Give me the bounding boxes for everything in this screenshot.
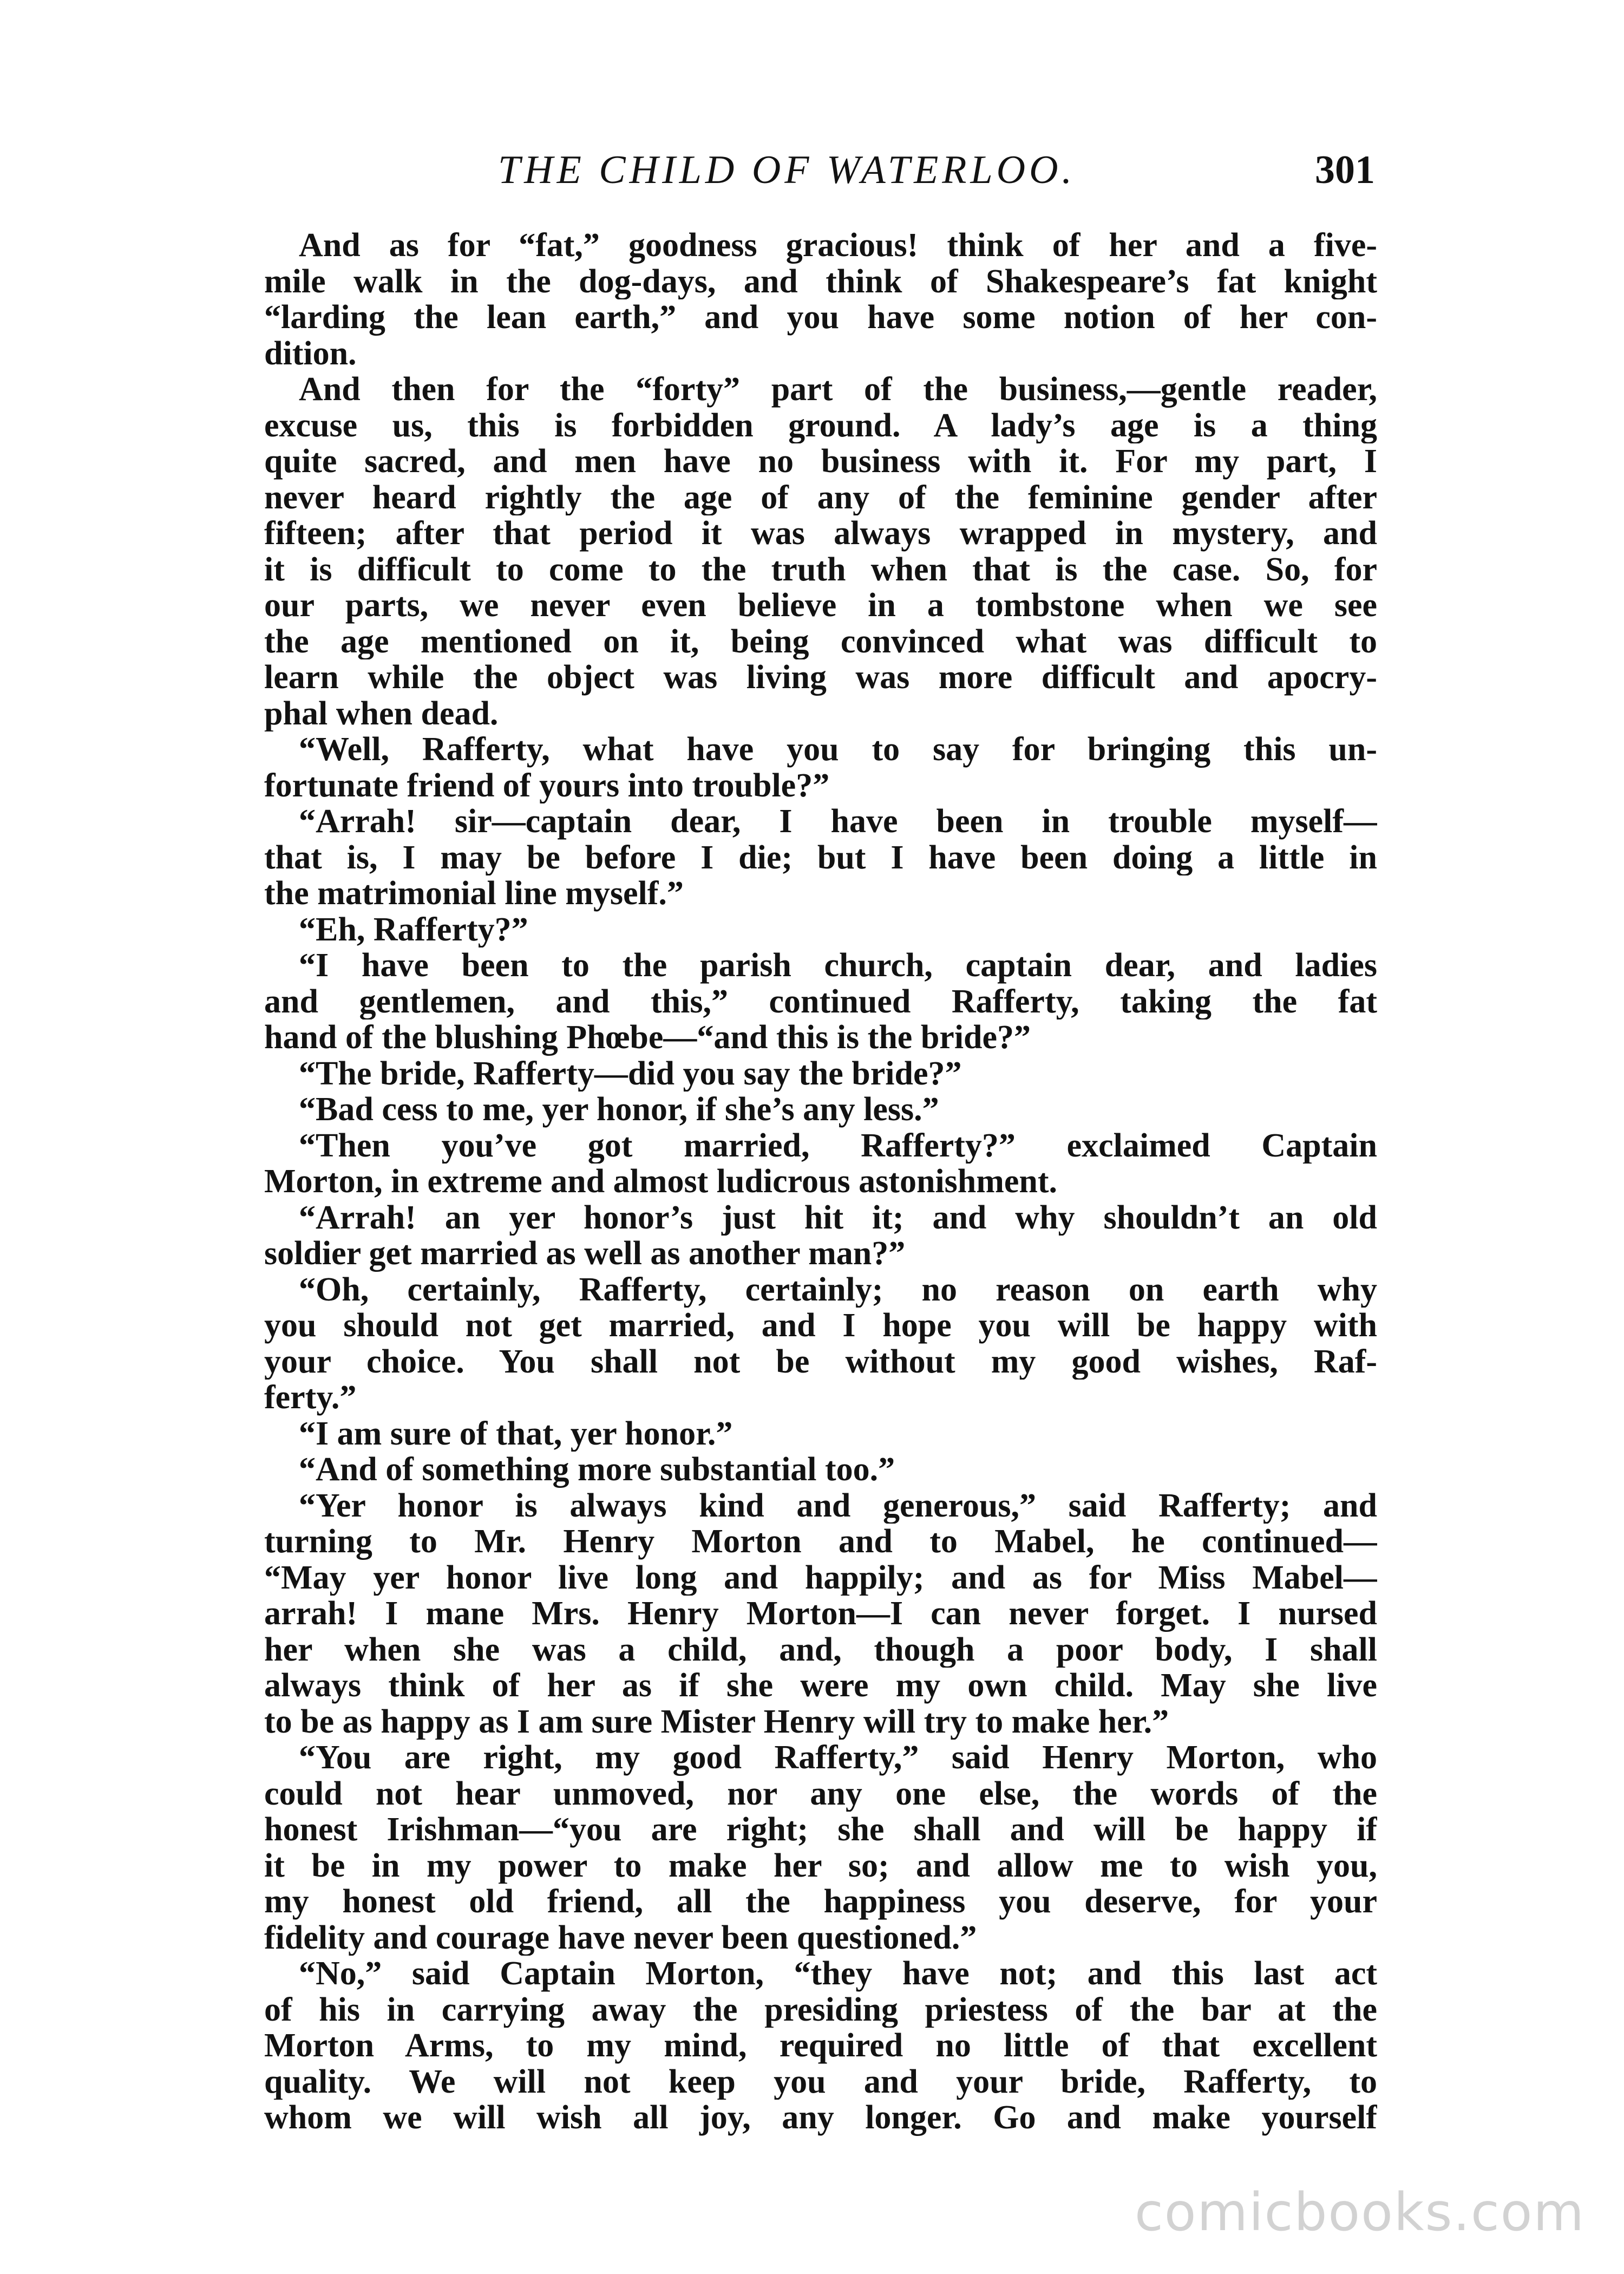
text-line: of his in carrying away the presiding priestess of the bar at the [264,1991,1377,2028]
text-line: hand of the blushing Phœbe—“and this is the bride?” [264,1020,1031,1056]
text-line: soldier get married as well as another man?” [264,1236,906,1272]
text-line: “Arrah! sir—captain dear, I have been in trouble myself— [299,803,1377,840]
text-line: whom we will wish all joy, any longer. Go and make yourself [264,2100,1377,2136]
text-line: quality. We will not keep you and your bride, Rafferty, to [264,2063,1377,2100]
text-line: Morton Arms, to my mind, required no little of that excellent [264,2028,1377,2064]
text-line: never heard rightly the age of any of the feminine gender after [264,479,1377,515]
text-line: could not hear unmoved, nor any one else, the words of the [264,1775,1377,1812]
text-line: you should not get married, and I hope you will be happy with [264,1308,1377,1344]
text-line: “I have been to the parish church, captain dear, and ladies [299,948,1377,984]
running-title: THE CHILD OF WATERLOO. [498,148,1076,192]
text-line: “May yer honor live long and happily; and as for Miss Mabel— [264,1559,1377,1596]
page-number: 301 [1315,148,1375,192]
text-line: “Then you’ve got married, Rafferty?” exclaimed Captain [299,1127,1377,1164]
text-line: the age mentioned on it, being convinced what was difficult to [264,623,1377,659]
text-line: fifteen; after that period it was always wrapped in mystery, and [264,515,1377,552]
text-line: quite sacred, and men have no business with it. For my part, I [264,443,1377,480]
text-line: “Arrah! an yer honor’s just hit it; and why shouldn’t an old [299,1199,1377,1236]
text-line: “Well, Rafferty, what have you to say for bringing this un- [299,731,1377,768]
text-line: And then for the “forty” part of the business,—gentle reader, [299,371,1377,408]
text-line: phal when dead. [264,695,499,731]
text-line: always think of her as if she were my own child. May she live [264,1668,1377,1704]
text-line: “larding the lean earth,” and you have some notion of her con- [264,299,1377,336]
text-line: “And of something more substantial too.” [299,1452,895,1488]
text-line: arrah! I mane Mrs. Henry Morton—I can never forget. I nursed [264,1596,1377,1632]
text-line: excuse us, this is forbidden ground. A lady’s age is a thing [264,407,1377,443]
text-line: it is difficult to come to the truth when that is the case. So, for [264,551,1377,587]
watermark: comicbooks.com [1134,2182,1585,2243]
text-line: “Oh, certainly, Rafferty, certainly; no reason on earth why [299,1271,1377,1308]
text-line: to be as happy as I am sure Mister Henry will try to make her.” [264,1703,1169,1740]
text-line: my honest old friend, all the happiness you deserve, for your [264,1884,1377,1920]
text-line: ferty.” [264,1380,357,1416]
text-line: learn while the object was living was more difficult and apocry- [264,659,1377,696]
text-line: “The bride, Rafferty—did you say the bride?” [299,1055,962,1092]
text-line: honest Irishman—“you are right; she shall and will be happy if [264,1812,1377,1848]
text-line: the matrimonial line myself.” [264,875,684,912]
text-line: “Bad cess to me, yer honor, if she’s any less.” [299,1092,939,1128]
text-line: And as for “fat,” goodness gracious! think of her and a five- [299,227,1377,264]
text-line: dition. [264,335,357,371]
body-text [264,227,1377,2136]
text-line: Morton, in extreme and almost ludicrous astonishment. [264,1164,1058,1200]
text-line: fortunate friend of yours into trouble?” [264,767,830,803]
text-line: “I am sure of that, yer honor.” [299,1415,733,1452]
text-line: “Eh, Rafferty?” [299,911,528,948]
text-line: that is, I may be before I die; but I have been doing a little in [264,839,1377,875]
running-head [265,147,1375,207]
text-line: mile walk in the dog-days, and think of Shakespeare’s fat knight [264,263,1377,299]
text-line: her when she was a child, and, though a poor body, I shall [264,1631,1377,1668]
text-line: fidelity and courage have never been questioned.” [264,1919,977,1956]
text-line: “You are right, my good Rafferty,” said Henry Morton, who [299,1740,1377,1776]
text-line: “Yer honor is always kind and generous,” said Rafferty; and [299,1487,1377,1524]
text-line: your choice. You shall not be without my good wishes, Raf- [264,1343,1377,1380]
text-line: our parts, we never even believe in a tombstone when we see [264,587,1377,624]
text-line: and gentlemen, and this,” continued Rafferty, taking the fat [264,983,1377,1020]
text-line: “No,” said Captain Morton, “they have not; and this last act [299,1956,1377,1992]
text-line: turning to Mr. Henry Morton and to Mabel, he continued— [264,1524,1377,1560]
text-line: it be in my power to make her so; and allow me to wish you, [264,1847,1377,1884]
